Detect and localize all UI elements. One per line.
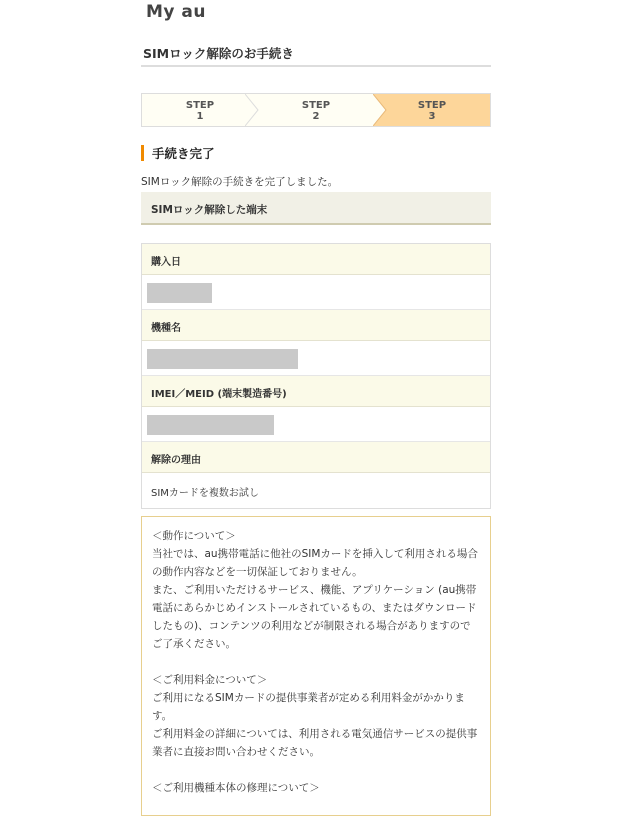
step-2-label: STEP xyxy=(301,100,331,111)
step-1 xyxy=(142,94,258,126)
device-header xyxy=(141,192,491,225)
fee-notice-text: ご利用になるSIMカードの提供事業者が定める利用料金がかかります。 ご利用料金の詳細については、利用される電気通信サービスの提供事業者に直接お問い合わせください。 xyxy=(152,692,478,758)
reason-value-row xyxy=(142,473,490,508)
operation-notice-title: ＜動作について＞ xyxy=(152,530,236,542)
step-progress xyxy=(141,93,491,127)
heading-accent-bar xyxy=(141,145,144,161)
step-1-number: 1 xyxy=(196,111,204,122)
purchase-date-value-row xyxy=(142,275,490,310)
imei-label-row xyxy=(142,376,490,407)
step-1-label: STEP xyxy=(185,100,215,111)
model-label-row xyxy=(142,310,490,341)
repair-notice-title: ＜ご利用機種本体の修理について＞ xyxy=(152,782,320,794)
step-arrow-icon xyxy=(373,94,387,126)
purchase-date-label-row xyxy=(142,244,490,275)
section-title: 手続き完了 xyxy=(152,146,215,161)
imei-label: IMEI／MEID (端末製造番号) xyxy=(151,389,287,400)
notice-box xyxy=(141,516,491,816)
step-2-number: 2 xyxy=(312,111,320,122)
device-info-table xyxy=(141,243,491,509)
redacted-model-name xyxy=(147,349,298,369)
purchase-date-label: 購入日 xyxy=(151,257,181,268)
step-arrow-icon xyxy=(245,94,259,126)
reason-label-row xyxy=(142,442,490,473)
completion-message: SIMロック解除の手続きを完了しました。 xyxy=(141,176,339,188)
device-header-label: SIMロック解除した端末 xyxy=(151,204,268,216)
section-heading xyxy=(141,145,215,161)
step-3-label: STEP xyxy=(417,100,447,111)
my-au-logo[interactable]: My au xyxy=(146,2,206,22)
step-3 xyxy=(374,94,490,126)
page-title: SIMロック解除のお手続き xyxy=(143,46,294,61)
model-value-row xyxy=(142,341,490,376)
reason-value: SIMカードを複数お試し xyxy=(151,488,259,499)
step-2 xyxy=(258,94,374,126)
title-divider xyxy=(141,65,491,67)
step-3-number: 3 xyxy=(428,111,436,122)
redacted-purchase-date xyxy=(147,283,212,303)
imei-value-row xyxy=(142,407,490,442)
fee-notice-title: ＜ご利用料金について＞ xyxy=(152,674,268,686)
operation-notice-text: 当社では、au携帯電話に他社のSIMカードを挿入して利用される場合の動作内容などを一切保証しておりません。 また、ご利用いただけるサービス、機能、アプリケーション (au携帯電話にあらかじめインストールされているもの、またはダウンロードしたもの)、コンテンツの利用などが制限される場合がありますのでご了承ください。 xyxy=(152,548,478,650)
redacted-imei xyxy=(147,415,274,435)
model-label: 機種名 xyxy=(151,323,181,334)
reason-label: 解除の理由 xyxy=(151,455,201,466)
